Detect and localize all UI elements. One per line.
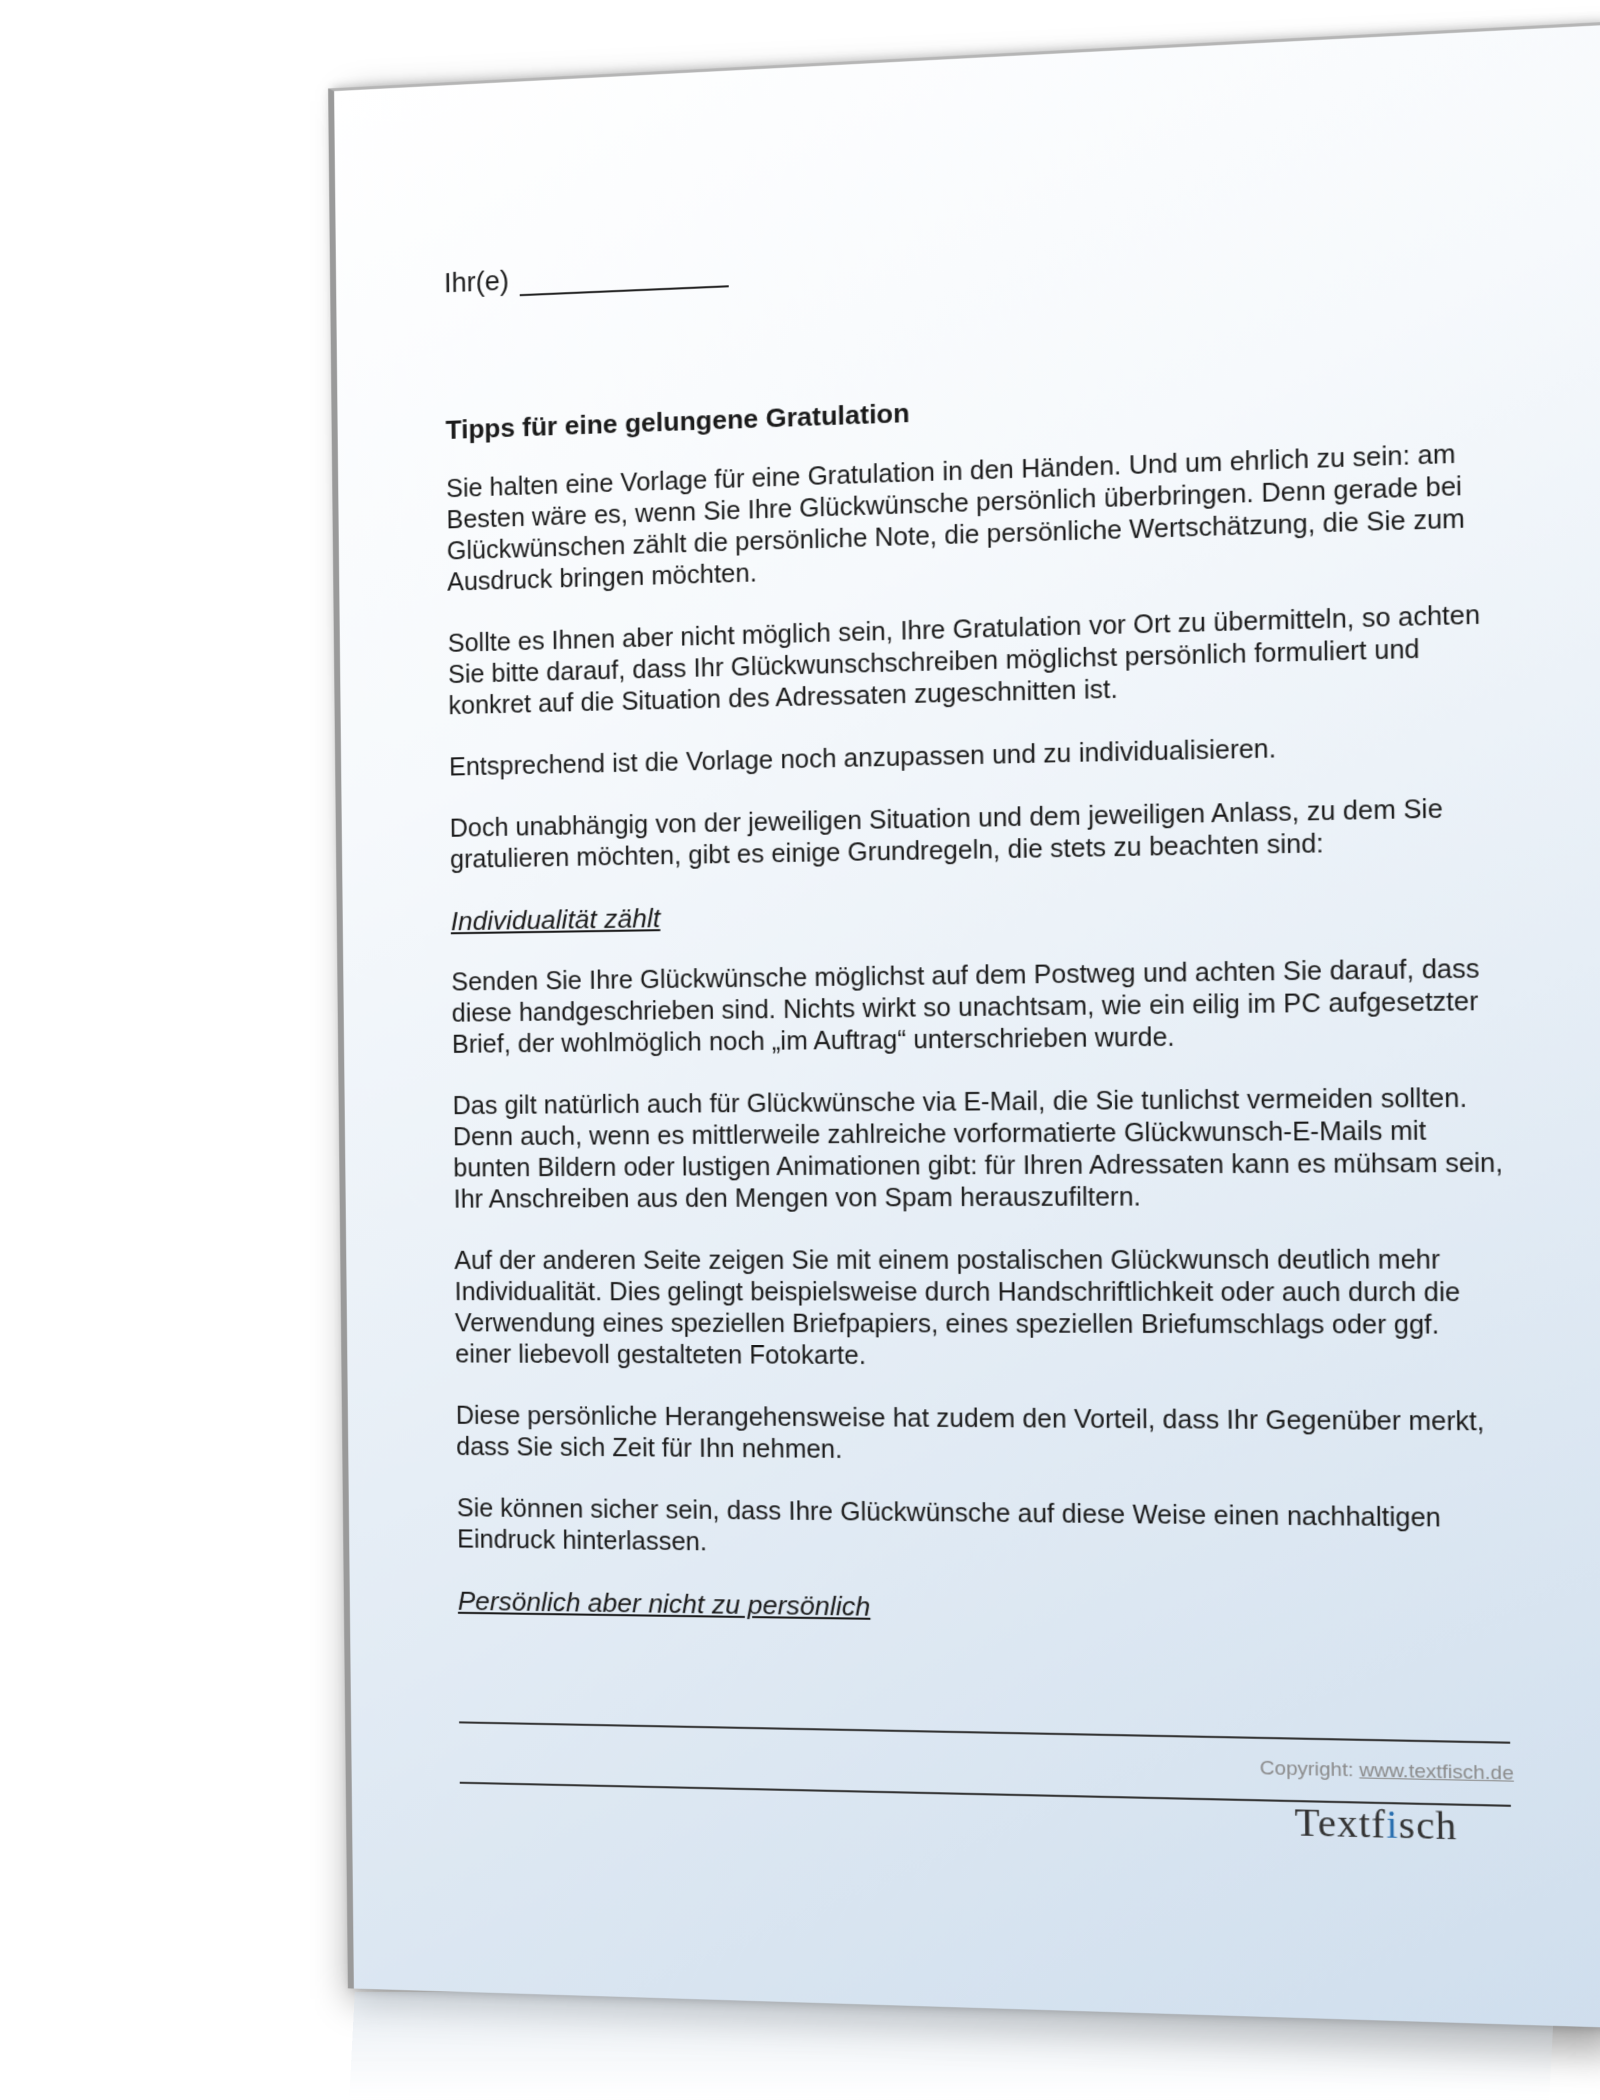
section-heading-individualitaet: Individualität zählt	[450, 902, 661, 937]
document-content	[444, 222, 1509, 1664]
intro-paragraph-4: Doch unabhängig von der jeweiligen Situation und dem jeweiligen Anlass, zu dem Sie gratulieren möchten, gibt es einige Grundregeln, die stets zu beachten sind:	[449, 794, 1443, 875]
logo-text-end: sch	[1398, 1803, 1458, 1849]
intro-paragraph-3: Entsprechend ist die Vorlage noch anzupassen und zu individualisieren.	[448, 734, 1277, 782]
document-title: Tipps für eine gelungene Gratulation	[445, 397, 910, 446]
section1-paragraph-2: Das gilt natürlich auch für Glückwünsche via E-Mail, die Sie tunlichst vermeiden sollten. Denn auch, wenn es mittlerweile zahlreiche vorformatierte Glückwunsch-E-Mails mit bunten Bildern oder lustigen Animationen gibt: für Ihren Adressaten kann es mühsam sein, Ihr Anschreiben aus den Mengen von Spam herauszufiltern.	[452, 1083, 1504, 1214]
copyright-label: Copyright:	[1259, 1757, 1354, 1782]
section1-paragraph-4: Diese persönliche Herangehensweise hat zudem den Vorteil, dass Ihr Gegenüber merkt, dass Sie sich Zeit für Ihn nehmen.	[455, 1401, 1485, 1465]
intro-paragraph-1: Sie halten eine Vorlage für eine Gratulation in den Händen. Und um ehrlich zu sein: am Besten wäre es, wenn Sie Ihre Glückwünsche persönlich überbringen. Denn gerade bei Glückwünschen zählt die persönliche Note, die persönliche Wertschätzung, die Sie zum Ausdruck bringen möchten.	[446, 439, 1466, 597]
signature-block	[444, 222, 1494, 299]
section1-paragraph-5: Sie können sicher sein, dass Ihre Glückwünsche auf diese Weise einen nachhaltigen Eindruck hinterlassen.	[456, 1494, 1442, 1557]
signature-prefix: Ihr(e)	[443, 265, 510, 299]
signature-line	[519, 259, 728, 296]
section1-paragraph-1: Senden Sie Ihre Glückwünsche möglichst auf dem Postweg und achten Sie darauf, dass diese handgeschrieben sind. Nichts wirkt so unachtsam, wie ein eilig im PC aufgesetzter Brief, der wohlmöglich noch „im Auftrag“ unterschrieben wurde.	[451, 954, 1480, 1059]
textfisch-logo	[1294, 1800, 1457, 1850]
document-page	[328, 22, 1600, 2028]
logo-text-start: Textf	[1294, 1801, 1387, 1848]
footer-divider-top	[459, 1721, 1510, 1743]
fish-icon: i	[1385, 1803, 1400, 1848]
intro-paragraph-2: Sollte es Ihnen aber nicht möglich sein, Ihre Gratulation vor Ort zu übermitteln, so achten Sie bitte darauf, dass Ihr Glückwunschschreiben möglichst persönlich formuliert und konkret auf die Situation des Adressaten zugeschnitten ist.	[447, 600, 1481, 721]
section-heading-persoenlich: Persönlich aber nicht zu persönlich	[457, 1585, 871, 1622]
copyright-link[interactable]: www.textfisch.de	[1359, 1759, 1514, 1785]
copyright-notice	[1260, 1758, 1514, 1786]
section1-paragraph-3: Auf der anderen Seite zeigen Sie mit einem postalischen Glückwunsch deutlich mehr Individualität. Dies gelingt beispielsweise durch Handschriftlichkeit oder auch durch die Verwendung eines speziellen Briefpapiers, eines speziellen Briefumschlags oder ggf. einer liebevoll gestalteten Fotokarte.	[454, 1245, 1461, 1371]
